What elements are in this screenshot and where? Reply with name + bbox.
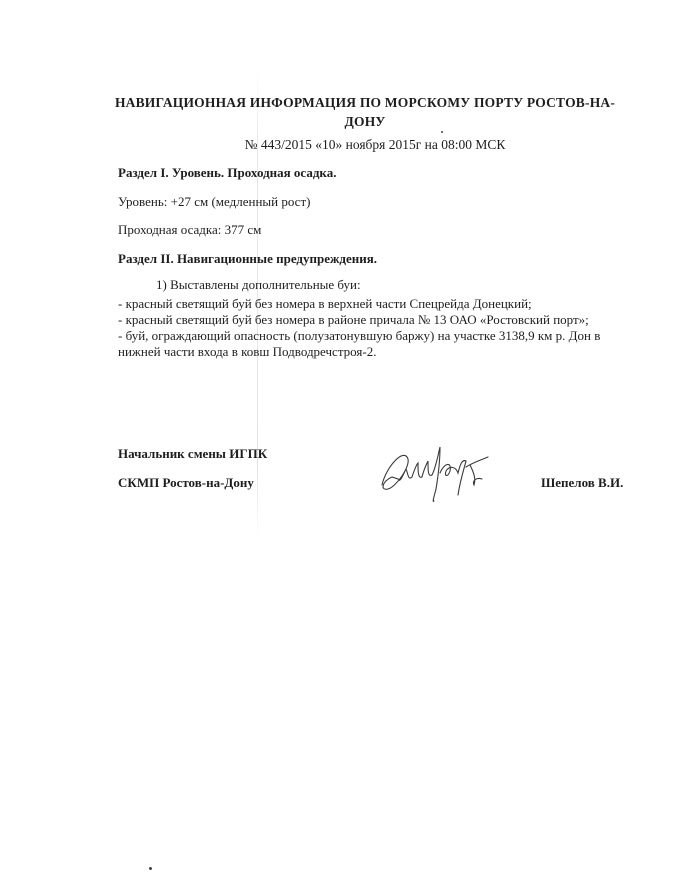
list-item: - буй, ограждающий опасность (полузатонувшую баржу) на участке 3138,9 км р. Дон в bbox=[118, 328, 601, 343]
document-title: НАВИГАЦИОННАЯ ИНФОРМАЦИЯ ПО МОРСКОМУ ПОРТУ РОСТОВ-НА-ДОНУ bbox=[114, 95, 616, 129]
buoys-list-title: 1) Выставлены дополнительные буи: bbox=[156, 277, 361, 292]
section1-heading: Раздел I. Уровень. Проходная осадка. bbox=[118, 165, 337, 180]
level-value: Уровень: +27 см (медленный рост) bbox=[118, 194, 311, 209]
scan-speck bbox=[149, 867, 152, 870]
handwritten-signature bbox=[374, 437, 504, 507]
list-item: - красный светящий буй без номера в районе причала № 13 ОАО «Ростовский порт»; bbox=[118, 312, 589, 327]
draft-value: Проходная осадка: 377 см bbox=[118, 222, 262, 237]
list-item: нижней части входа в ковш Подводречстроя-2. bbox=[118, 344, 377, 359]
scan-speck bbox=[441, 131, 443, 133]
list-item: - красный светящий буй без номера в верхней части Спецрейда Донецкий; bbox=[118, 296, 532, 311]
signatory-position-line2: СКМП Ростов-на-Дону bbox=[118, 475, 254, 490]
section2-heading: Раздел II. Навигационные предупреждения. bbox=[118, 251, 378, 266]
buoys-list bbox=[118, 296, 618, 360]
signatory-position-line1: Начальник смены ИГПК bbox=[118, 446, 268, 461]
document-number-date: № 443/2015 «10» ноября 2015г на 08:00 МСК bbox=[244, 137, 506, 152]
signatory-name: Шепелов В.И. bbox=[541, 475, 624, 490]
